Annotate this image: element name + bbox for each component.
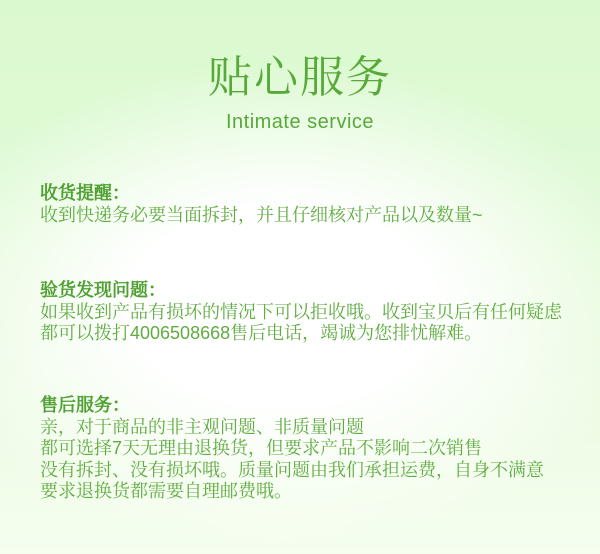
- section-line: 如果收到产品有损坏的情况下可以拒收哦。收到宝贝后有任何疑虑: [40, 301, 562, 322]
- section-line: 要求退换货都需要自理邮费哦。: [40, 481, 292, 501]
- section-heading: 收货提醒：: [40, 183, 130, 203]
- section-line: 收到快递务必要当面拆封，并且仔细核对产品以及数量~: [40, 204, 483, 225]
- section-line: 都可选择7天无理由退换货，但要求产品不影响二次销售: [40, 438, 483, 458]
- section-heading: 售后服务：: [40, 395, 130, 415]
- page-subtitle: Intimate service: [225, 111, 375, 133]
- section-receipt-reminder: [40, 183, 576, 226]
- section-inspection-issues: [40, 280, 576, 345]
- section-heading: 验货发现问题：: [40, 280, 166, 300]
- section-line: 没有拆封、没有损坏哦。质量问题由我们承担运费，自身不满意: [40, 459, 544, 480]
- section-line: 都可以拨打4006508668售后电话，竭诚为您排忧解难。: [40, 323, 483, 343]
- section-after-sales: [40, 395, 576, 503]
- page-title: 贴心服务: [208, 53, 392, 102]
- section-line: 亲，对于商品的非主观问题、非质量问题: [40, 416, 364, 437]
